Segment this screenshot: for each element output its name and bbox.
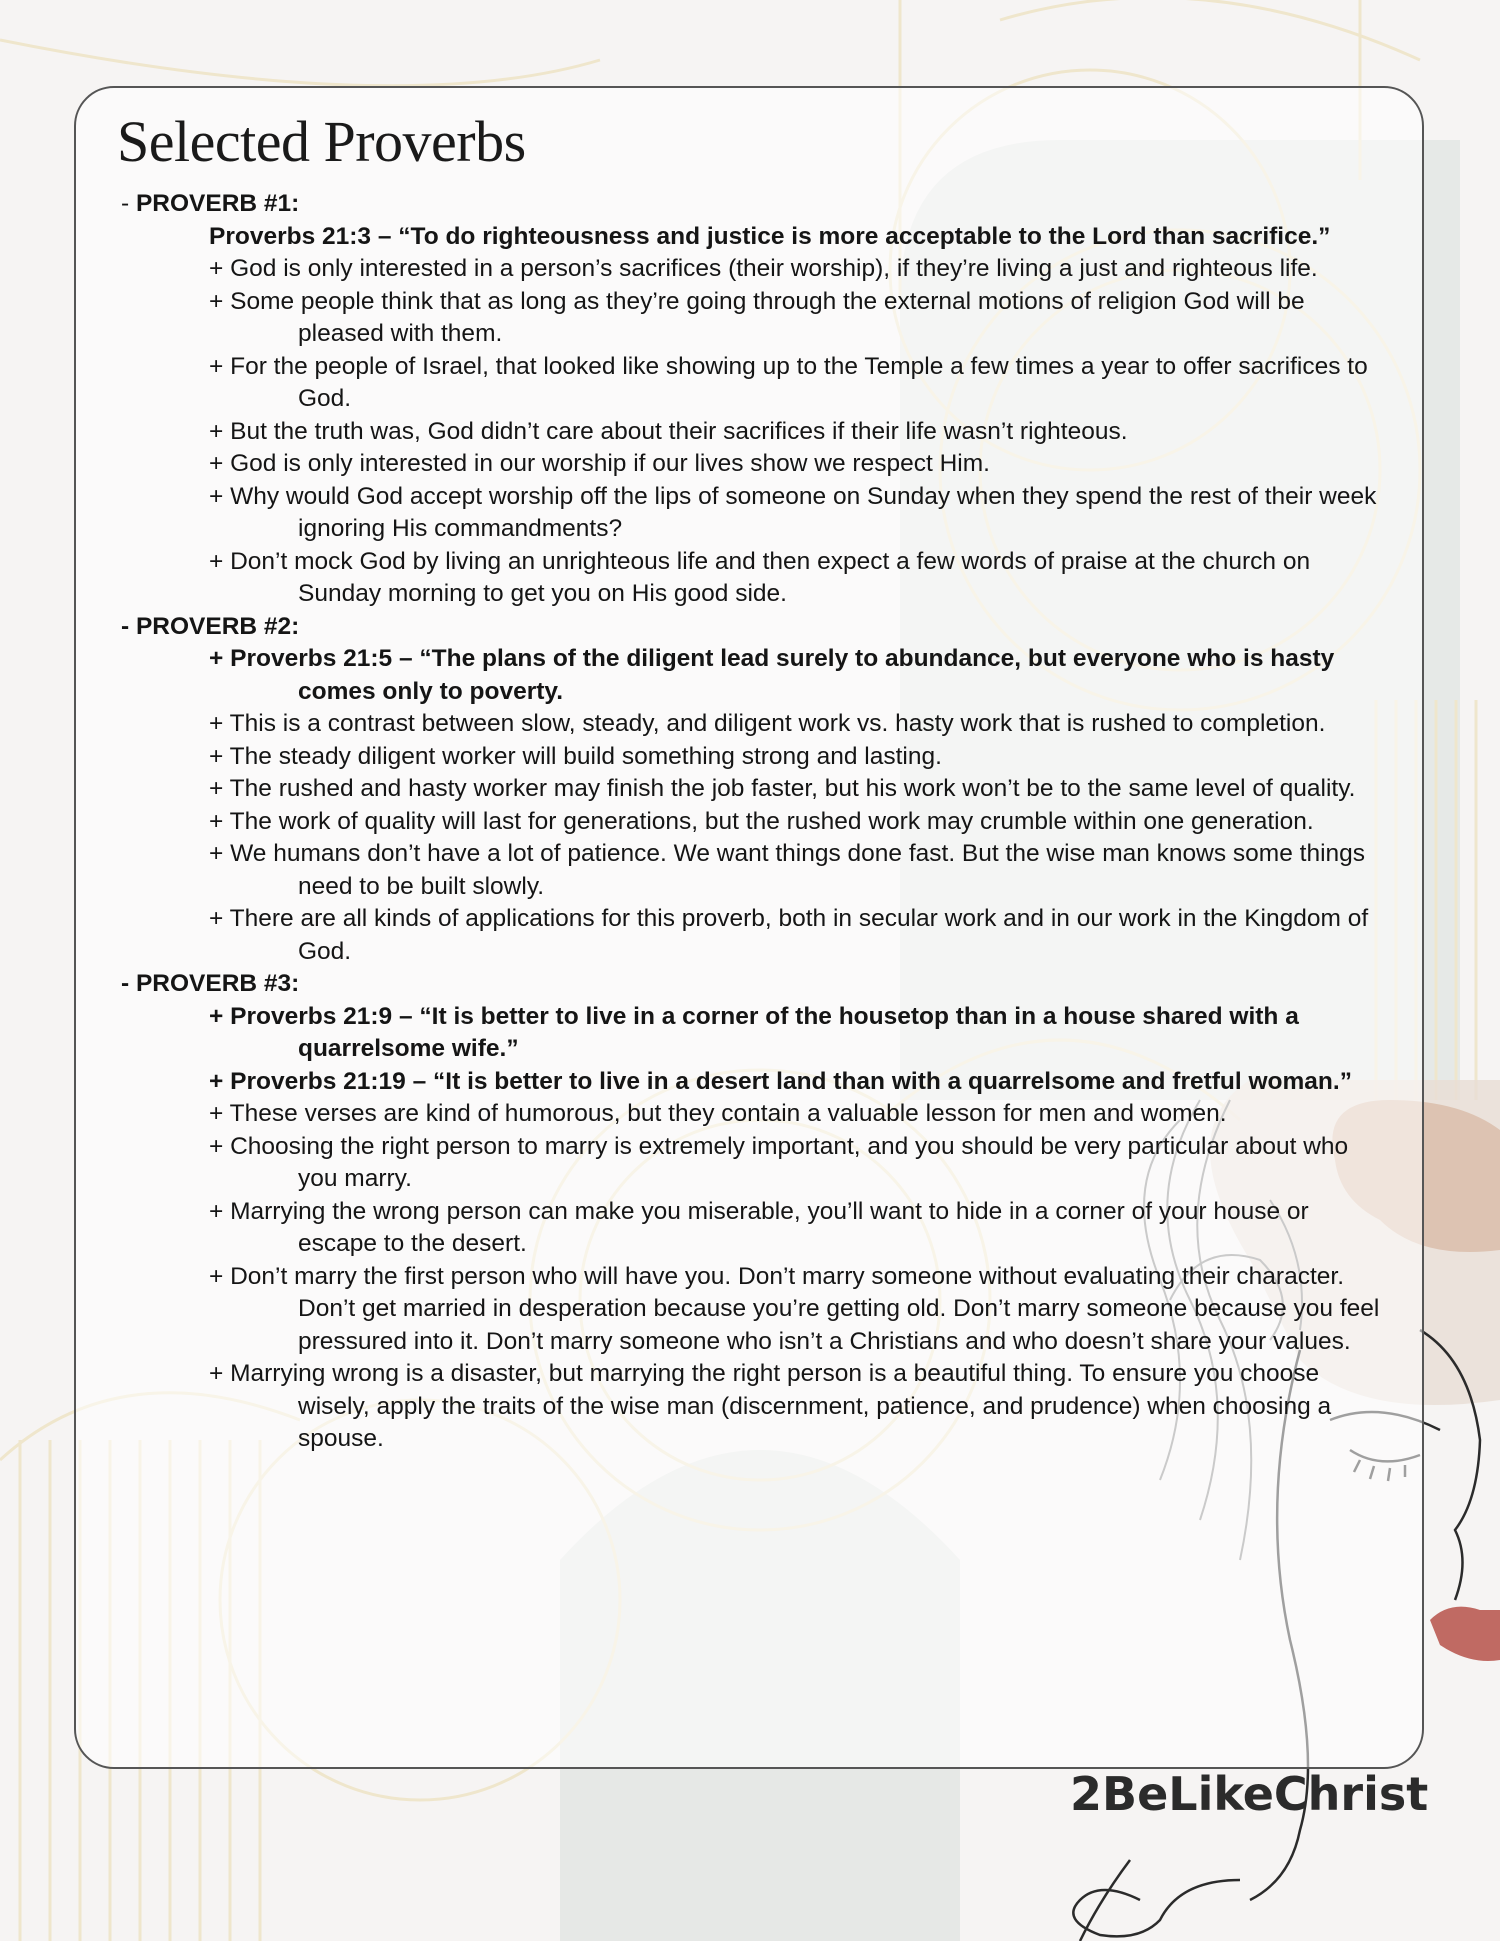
brand-logo-text: 2BeLikeChrist: [1070, 1767, 1429, 1821]
verse-text: + Proverbs 21:9 – “It is better to live in a corner of the housetop than in a house shared with a quarrelsome wife.”: [209, 1002, 1299, 1062]
list-item: + The work of quality will last for generations, but the rushed work may crumble within one generation.: [209, 807, 1314, 835]
list-item: + Some people think that as long as they’re going through the external motions of religion God will be pleased with them.: [209, 287, 1305, 347]
section-heading-1: - PROVERB #1:: [121, 190, 300, 217]
verse-text: + Proverbs 21:19 – “It is better to live in a desert land than with a quarrelsome and fretful woman.”: [209, 1067, 1352, 1095]
section-heading-3: - PROVERB #3:: [121, 970, 300, 997]
list-item: + The rushed and hasty worker may finish the job faster, but his work won’t be to the same level of quality.: [209, 775, 1356, 802]
list-item: + Choosing the right person to marry is extremely important, and you should be very particular about who you marry.: [209, 1132, 1349, 1192]
proverb-section-1: [121, 188, 1391, 611]
proverb-section-3: [121, 968, 1391, 1456]
section-heading-2: - PROVERB #2:: [121, 612, 300, 640]
proverbs-content: [121, 188, 1391, 1456]
list-item: + Why would God accept worship off the lips of someone on Sunday when they spend the rest of their week ignoring His commandments?: [209, 482, 1377, 542]
list-item: + God is only interested in a person’s sacrifices (their worship), if they’re living a just and righteous life.: [209, 255, 1318, 282]
verse-text: + Proverbs 21:5 – “The plans of the diligent lead surely to abundance, but everyone who is hasty comes only to poverty.: [209, 645, 1335, 705]
list-item: + Don’t marry the first person who will have you. Don’t marry someone without evaluating their character. Don’t get married in desperation because you’re getting old. Don’t marry someone because you feel pressured into it. Don’t marry someone who isn’t a Christians and who doesn’t share your values.: [209, 1262, 1380, 1355]
list-item: + These verses are kind of humorous, but they contain a valuable lesson for men and women.: [209, 1100, 1227, 1127]
list-item: + There are all kinds of applications for this proverb, both in secular work and in our work in the Kingdom of God.: [209, 905, 1369, 965]
list-item: + Marrying the wrong person can make you miserable, you’ll want to hide in a corner of your house or escape to the desert.: [209, 1197, 1309, 1257]
verse-text: Proverbs 21:3 – “To do righteousness and justice is more acceptable to the Lord than sacrifice.”: [209, 222, 1331, 250]
list-item: + The steady diligent worker will build something strong and lasting.: [209, 742, 942, 770]
page-title: Selected Proverbs: [117, 109, 526, 174]
list-item: + God is only interested in our worship if our lives show we respect Him.: [209, 450, 990, 477]
list-item: + Marrying wrong is a disaster, but marrying the right person is a beautiful thing. To ensure you choose wisely, apply the traits of the wise man (discernment, patience, and prudence) when choosing a spouse.: [209, 1360, 1332, 1452]
list-item: + Don’t mock God by living an unrighteous life and then expect a few words of praise at the church on Sunday morning to get you on His good side.: [209, 547, 1311, 607]
section-heading-label: PROVERB #1:: [135, 190, 300, 217]
proverb-section-2: [121, 611, 1391, 969]
list-item: + We humans don’t have a lot of patience. We want things done fast. But the wise man knows some things need to be built slowly.: [209, 840, 1366, 900]
list-item: + For the people of Israel, that looked like showing up to the Temple a few times a year to offer sacrifices to God.: [209, 352, 1368, 412]
list-item: + This is a contrast between slow, steady, and diligent work vs. hasty work that is rushed to completion.: [209, 710, 1326, 737]
list-item: + But the truth was, God didn’t care about their sacrifices if their life wasn’t righteous.: [209, 417, 1128, 445]
